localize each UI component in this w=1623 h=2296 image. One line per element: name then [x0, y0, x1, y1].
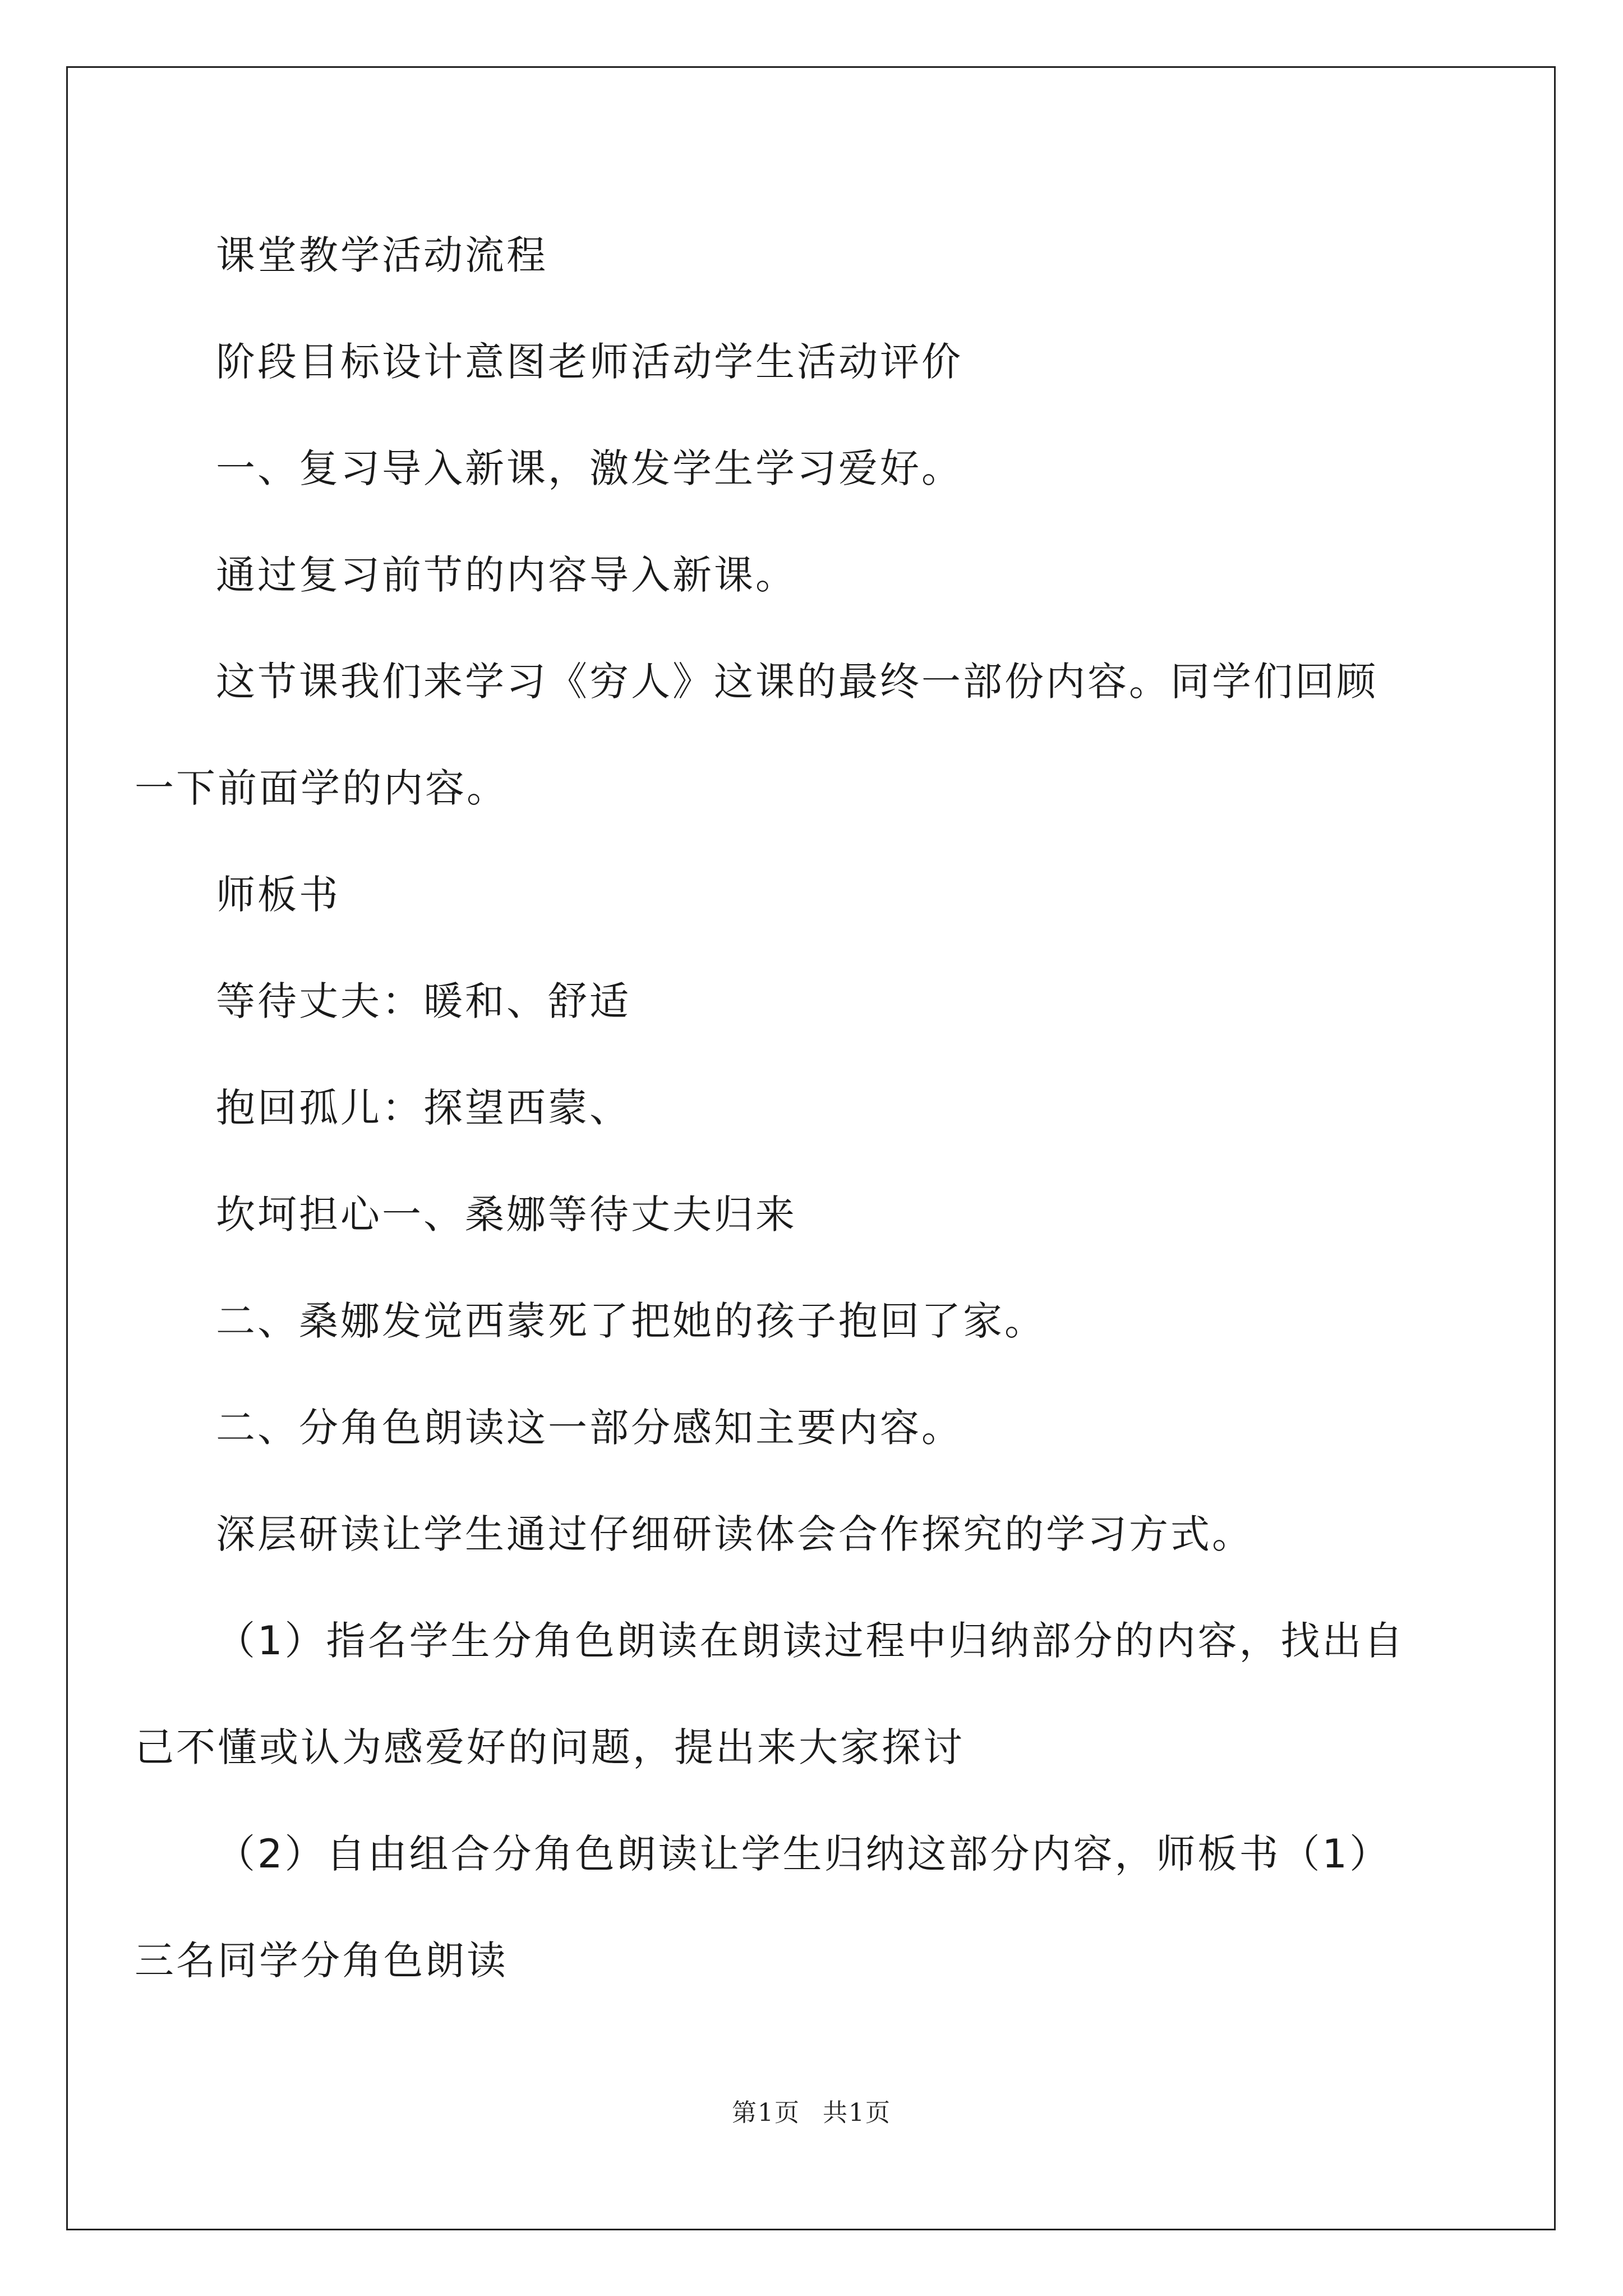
paragraph-line: 三名同学分角色朗读 — [135, 1938, 508, 1984]
paragraph-line: 抱回孤儿：探望西蒙、 — [216, 1085, 631, 1131]
paragraph-line: 深层研读让学生通过仔细研读体会合作探究的学习方式。 — [216, 1511, 1253, 1557]
paragraph-line: （2）自由组合分角色朗读让学生归纳这部分内容，师板书（1） — [216, 1831, 1391, 1877]
paragraph-line: 通过复习前节的内容导入新课。 — [216, 552, 797, 598]
paragraph-line: 阶段目标设计意图老师活动学生活动评价 — [216, 339, 963, 385]
paragraph-line: 二、分角色朗读这一部分感知主要内容。 — [216, 1405, 963, 1451]
paragraph-line: 一下前面学的内容。 — [135, 765, 508, 811]
paragraph-line: 等待丈夫：暖和、舒适 — [216, 978, 631, 1024]
page-number: 第1页 — [732, 2099, 800, 2127]
page-footer — [0, 2092, 1623, 2128]
paragraph-line: 一、复习导入新课，激发学生学习爱好。 — [216, 445, 963, 491]
paragraph-line: 己不懂或认为感爱好的问题，提出来大家探讨 — [135, 1724, 965, 1770]
page-total: 共1页 — [823, 2099, 891, 2127]
paragraph-line: 课堂教学活动流程 — [216, 232, 548, 278]
paragraph-line: 这节课我们来学习《穷人》这课的最终一部份内容。同学们回顾 — [216, 659, 1378, 705]
paragraph-line: （1）指名学生分角色朗读在朗读过程中归纳部分的内容，找出自 — [216, 1618, 1405, 1664]
paragraph-line: 二、桑娜发觉西蒙死了把她的孩子抱回了家。 — [216, 1298, 1046, 1344]
paragraph-line: 坎坷担心一、桑娜等待丈夫归来 — [216, 1191, 797, 1237]
paragraph-line: 师板书 — [216, 872, 340, 918]
